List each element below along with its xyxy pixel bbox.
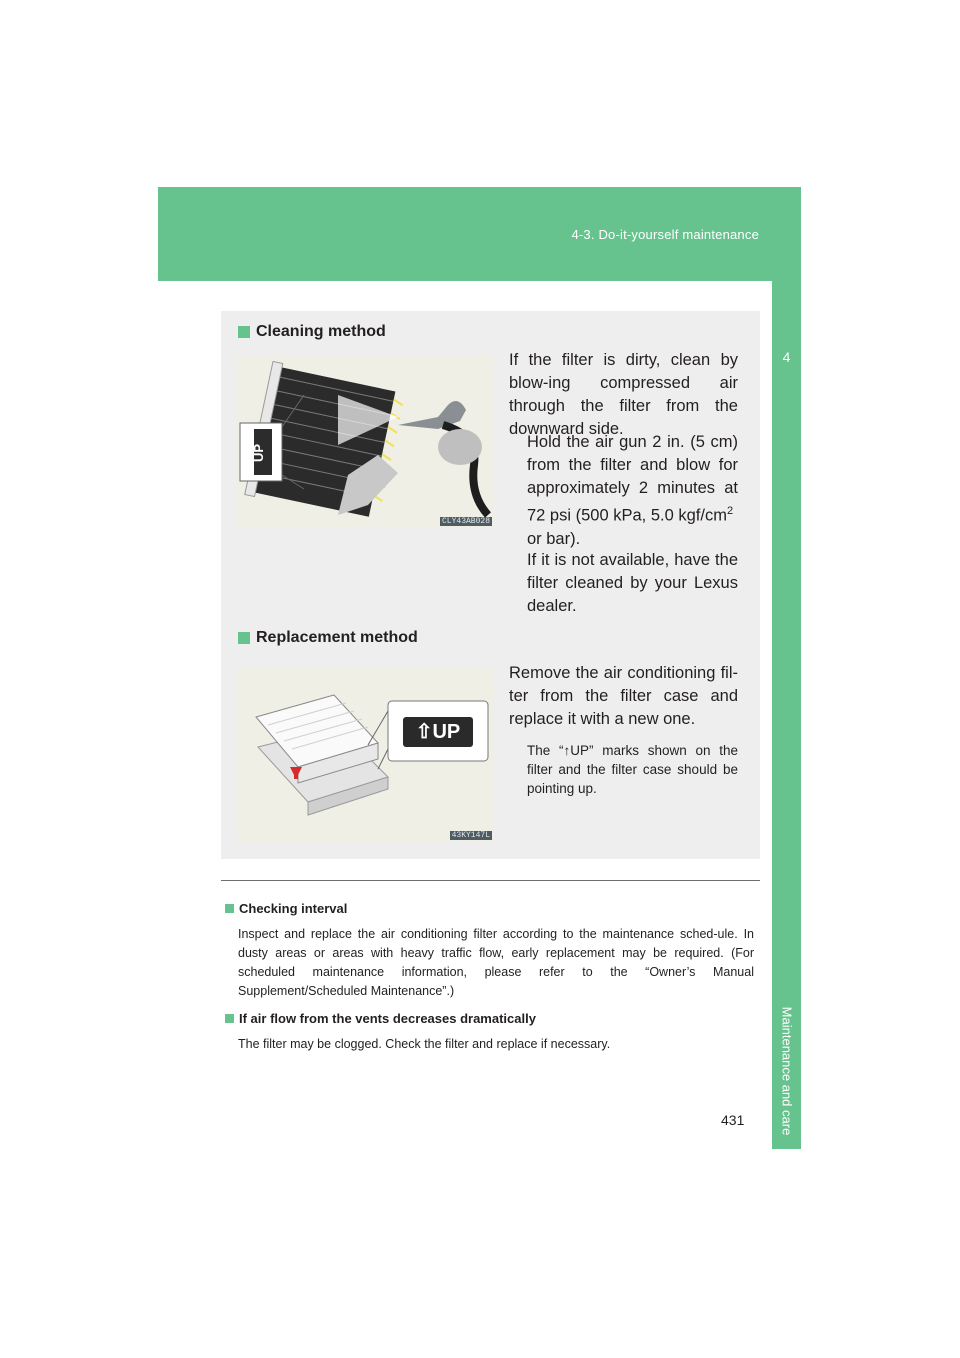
replacement-intro: Remove the air conditioning fil-ter from the filter case and replace it with a new one. — [509, 664, 738, 728]
up-marker-label: UP — [251, 443, 266, 463]
footnote-heading — [225, 901, 347, 916]
cleaning-heading — [238, 323, 386, 341]
footnote-bullet-icon — [225, 1014, 234, 1023]
cleaning-photo — [238, 355, 494, 527]
footnote-bullet-icon — [225, 904, 234, 913]
cleaning-step-line: from the filter and blow for — [527, 456, 738, 474]
chapter-label: Maintenance and care — [779, 1006, 795, 1136]
image-code: CLY43AB028 — [441, 517, 490, 526]
checking-interval-text: Inspect and replace the air conditioning filter according to the maintenance sched-ule. In dusty areas or areas with heavy traffic flow, early replacement may be required. (For scheduled maintenance information, please refer to the “Owner’s Manual Supplement/Scheduled Maintenance”.) — [238, 927, 754, 998]
replacement-heading — [238, 629, 418, 647]
chapter-header-band — [158, 187, 801, 281]
cleaning-heading-text: Cleaning method — [256, 323, 386, 340]
section-title: 4-3. Do-it-yourself maintenance — [571, 227, 759, 242]
footnote-heading — [225, 1011, 536, 1026]
section-bullet-icon — [238, 632, 250, 644]
cleaning-instruction — [527, 431, 738, 551]
replacement-photo — [238, 667, 494, 841]
airflow-heading: If air flow from the vents decreases dramatically — [239, 1011, 536, 1026]
section-bullet-icon — [238, 326, 250, 338]
cleaning-step-line: approximately 2 minutes at — [527, 479, 738, 497]
air-gun-filter-illustration — [238, 355, 494, 527]
image-code: 43KY147L — [451, 831, 490, 840]
pressure-text: 72 psi (500 kPa, 5.0 kgf/cm — [527, 506, 727, 525]
filter-replacement-illustration — [238, 667, 494, 841]
up-marker-label: ⇧UP — [415, 721, 461, 743]
replacement-heading-text: Replacement method — [256, 629, 418, 646]
airflow-text: The filter may be clogged. Check the filter and replace if necessary. — [238, 1037, 611, 1051]
replacement-note: The “↑UP” marks shown on the filter and the filter case should be pointing up. — [527, 743, 738, 796]
cleaning-step-line: or bar). — [527, 529, 581, 548]
page-number: 431 — [721, 1112, 745, 1128]
cleaning-step-line: Hold the air gun 2 in. (5 cm) — [527, 433, 738, 451]
chapter-number: 4 — [782, 349, 791, 365]
chapter-side-tab — [772, 281, 801, 1149]
superscript-2: 2 — [726, 505, 734, 517]
cleaning-intro: If the filter is dirty, clean by blow-ing compressed air through the filter from the downward side. — [509, 351, 738, 438]
cleaning-step-line — [527, 500, 738, 528]
section-divider — [221, 880, 760, 881]
checking-interval-heading: Checking interval — [239, 901, 348, 916]
cleaning-fallback: If it is not available, have the filter cleaned by your Lexus dealer. — [527, 551, 738, 615]
